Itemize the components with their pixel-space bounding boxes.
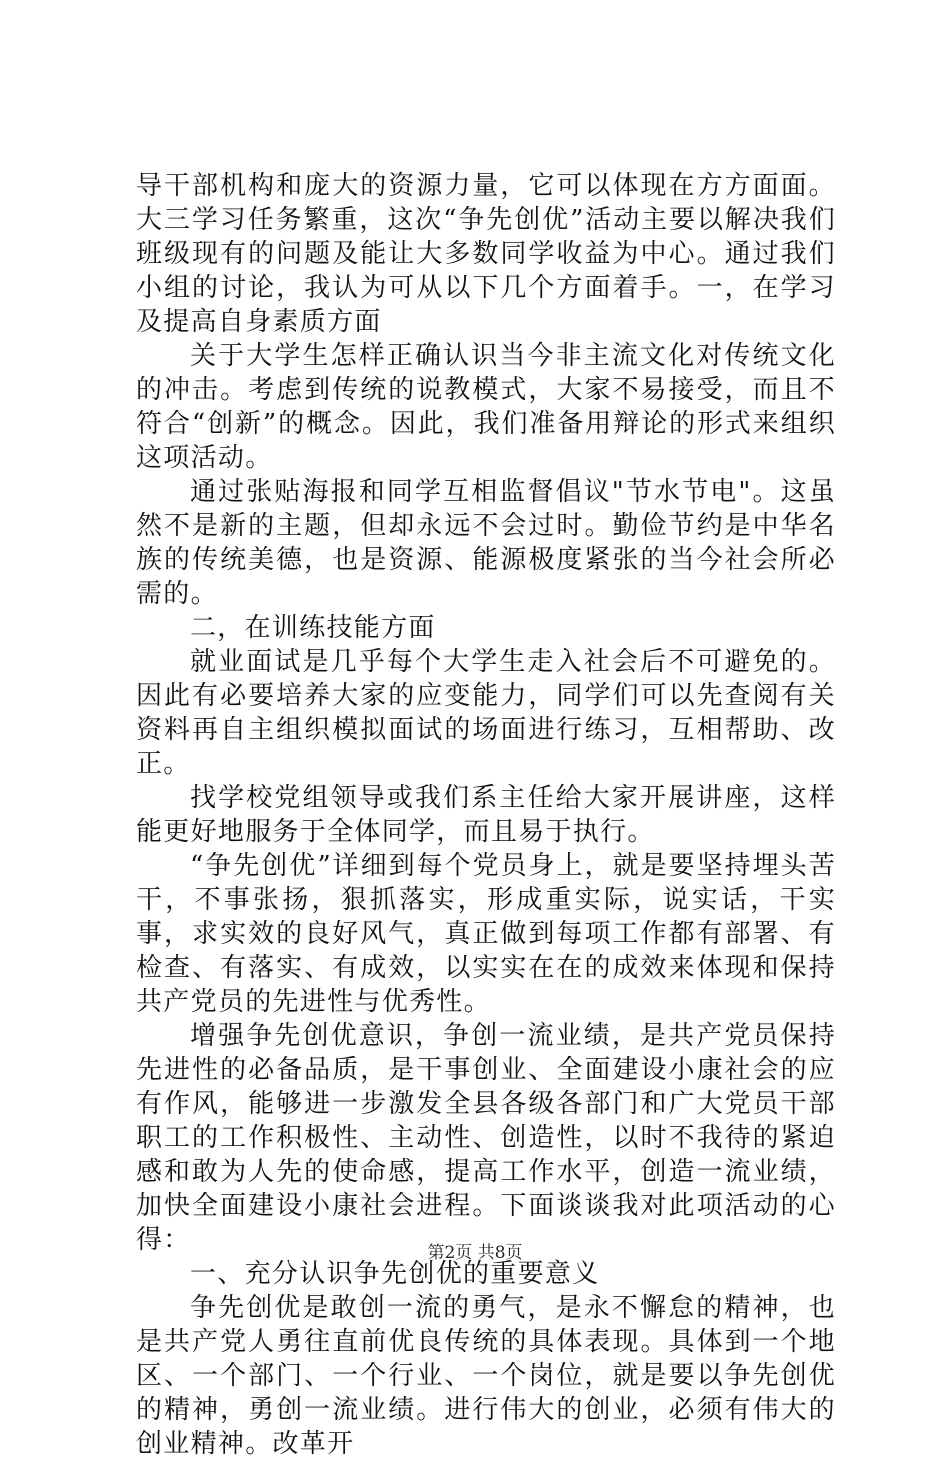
document-body [136,169,836,1461]
paragraph: 就业面试是几乎每个大学生走入社会后不可避免的。因此有必要培养大家的应变能力，同学们可以先查阅有关资料再自主组织模拟面试的场面进行练习，互相帮助、改正。 [136,647,836,779]
paragraph: 通过张贴海报和同学互相监督倡议"节水节电"。这虽然不是新的主题，但却永远不会过时。勤俭节约是中华名族的传统美德，也是资源、能源极度紧张的当今社会所必需的。 [136,477,836,609]
paragraph: 导干部机构和庞大的资源力量，它可以体现在方方面面。大三学习任务繁重，这次“争先创优”活动主要以解决我们班级现有的问题及能让大多数同学收益为中心。通过我们小组的讨论，我认为可从以下几个方面着手。一，在学习及提高自身素质方面 [136,171,836,337]
paragraph: 关于大学生怎样正确认识当今非主流文化对传统文化的冲击。考虑到传统的说教模式，大家不易接受，而且不符合“创新”的概念。因此，我们准备用辩论的形式来组织这项活动。 [136,341,836,473]
paragraph: “争先创优”详细到每个党员身上，就是要坚持埋头苦干，不事张扬，狠抓落实，形成重实际，说实话，干实事，求实效的良好风气，真正做到每项工作都有部署、有检查、有落实、有成效，以实实在在的成效来体现和保持共产党员的先进性与优秀性。 [136,851,836,1017]
section-heading: 一、充分认识争先创优的重要意义 [190,1259,600,1289]
paragraph: 争先创优是敢创一流的勇气，是永不懈怠的精神，也是共产党人勇往直前优良传统的具体表现。具体到一个地区、一个部门、一个行业、一个岗位，就是要以争先创优的精神，勇创一流业绩。进行伟大的创业，必须有伟大的创业精神。改革开 [136,1293,836,1459]
page-number-footer: 第2页 共8页 [427,1243,523,1263]
section-heading: 二，在训练技能方面 [190,613,436,643]
paragraph: 增强争先创优意识，争创一流业绩，是共产党员保持先进性的必备品质，是干事创业、全面建设小康社会的应有作风，能够进一步激发全县各级各部门和广大党员干部职工的工作积极性、主动性、创造性，以时不我待的紧迫感和敢为人先的使命感，提高工作水平，创造一流业绩，加快全面建设小康社会进程。下面谈谈我对此项活动的心得： [136,1021,836,1255]
paragraph: 找学校党组领导或我们系主任给大家开展讲座，这样能更好地服务于全体同学，而且易于执行。 [136,783,836,847]
